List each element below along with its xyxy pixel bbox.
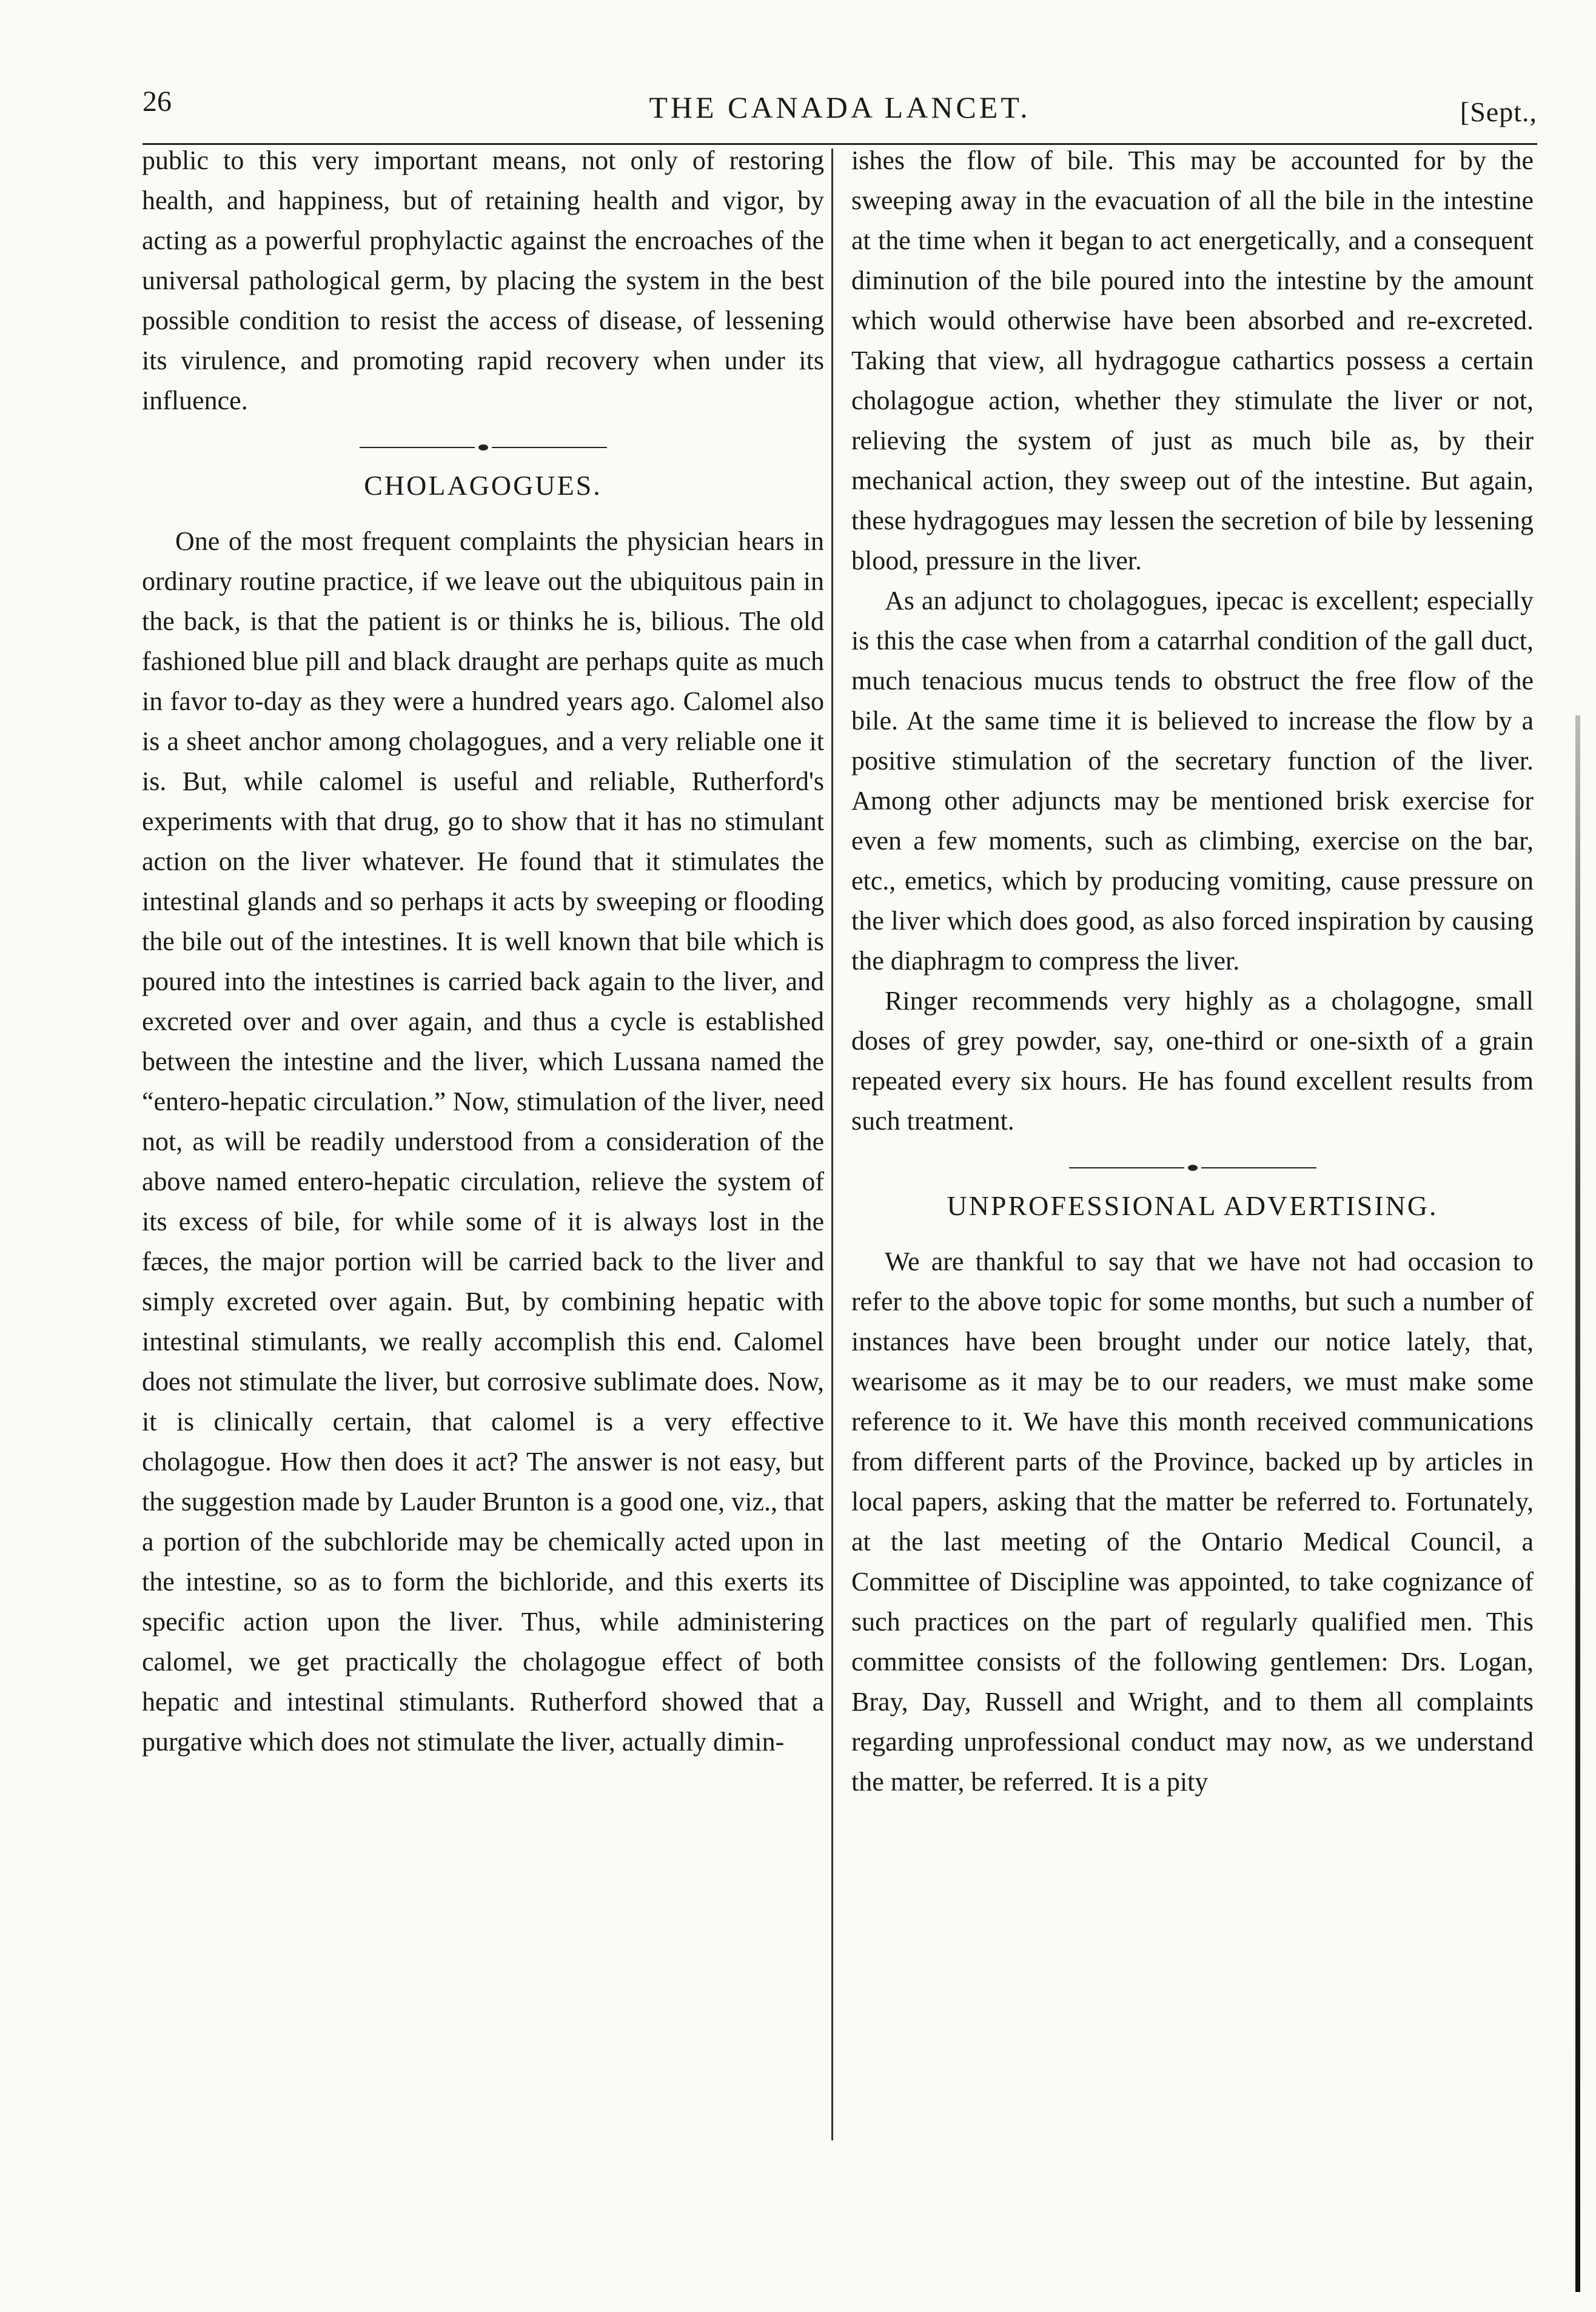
ipecac-paragraph: As an adjunct to cholagogues, ipecac is excellent; especially is this the case when from a catarrhal condition of the gall duct, much tenacious mucus tends to obstruct the free flow of the bile. At the same time it is believed to increase the flow by a positive stimulation of the secretary function of the liver. Among other adjuncts may be mentioned brisk exercise for even a few moments, such as climbing, exercise on the bar, etc., emetics, which by producing vomiting, cause pressure on the liver which does good, as also forced inspiration by causing the diaphragm to compress the liver.: [851, 586, 1534, 976]
book-spine-edge: [1575, 715, 1580, 2292]
separator-ornament: [478, 444, 488, 451]
separator-line: [360, 447, 475, 448]
running-title: THE CANADA LANCET.: [649, 90, 1031, 124]
cholagogues-paragraph: One of the most frequent complaints the physician hears in ordinary routine practice, if we leave out the ubiquitous pain in the back, is that the patient is or thinks he is, bilious. The old fashioned blue pill and black draught are perhaps quite as much in favor to-day as they were a hundred years ago. Calomel also is a sheet anchor among cholagogues, and a very reliable one it is. But, while calomel is useful and reliable, Rutherford's experiments with that drug, go to show that it has no stimulant action on the liver whatever. He found that it stimulates the intestinal glands and so perhaps it acts by sweeping or flooding the bile out of the intestines. It is well known that bile which is poured into the intestines is carried back again to the liver, and excreted over and over again, and thus a cycle is established between the intestine and the liver, which Lussana named the “entero-hepatic circulation.” Now, stimulation of the liver, need not, as will be readily understood from a consideration of the above named entero-hepatic circulation, relieve the system of its excess of bile, for while some of it is always lost in the fæces, the major portion will be carried back to the liver and simply excreted over again. But, by combining hepatic with intestinal stimulants, we really accomplish this end. Calomel does not stimulate the liver, but corrosive sublimate does. Now, it is clinically certain, that calomel is a very effective cholagogue. How then does it act? The answer is not easy, but the suggestion made by Lauder Brunton is a good one, viz., that a portion of the subchloride may be chemically acted upon in the intestine, so as to form the bichloride, and this exerts its specific action upon the liver. Thus, while administering calomel, we get practically the cholagogue effect of both hepatic and intestinal stimulants. Rutherford showed that a purgative which does not stimulate the liver, actually dimin-: [142, 526, 824, 1757]
separator-line: [1069, 1167, 1184, 1168]
separator-line: [492, 447, 607, 448]
left-continuation-paragraph: public to this very important means, not only of restoring health, and happiness, but of retaining health and vigor, by acting as a powerful prophylactic against the encroaches of the universal pathological germ, by placing the system in the best possible condition to resist the access of disease, of lessening its virulence, and promoting rapid recovery when under its influence.: [142, 146, 824, 415]
advertising-paragraph: We are thankful to say that we have not had occasion to refer to the above topic for some months, but such a number of instances have been brought under our notice lately, that, wearisome as it may be to our readers, we must make some reference to it. We have this month received communications from different parts of the Province, backed up by articles in local papers, asking that the matter be referred to. Fortunately, at the last meeting of the Ontario Medical Council, a Committee of Discipline was appointed, to take cognizance of such practices on the part of regularly qualified men. This committee consists of the following gentlemen: Drs. Logan, Bray, Day, Russell and Wright, and to them all complaints regarding unprofessional conduct may now, as we understand the matter, be referred. It is a pity: [851, 1247, 1534, 1797]
unprofessional-advertising-heading: UNPROFESSIONAL ADVERTISING.: [947, 1190, 1438, 1221]
page-number: 26: [142, 85, 172, 118]
page-header: [142, 85, 1537, 133]
section-separator: [142, 435, 824, 460]
right-column: [851, 141, 1534, 1802]
column-divider: [831, 149, 833, 2140]
separator-line: [1201, 1167, 1316, 1168]
right-continuation-paragraph: ishes the flow of bile. This may be accounted for by the sweeping away in the evacuation of all the bile in the intestine at the time when it began to act energetically, and a consequent diminution of the bile poured into the intestine by the amount which would otherwise have been absorbed and re-excreted. Taking that view, all hydragogue cathartics possess a certain cholagogue action, whether they stimulate the liver or not, relieving the system of just as much bile as, by their mechanical action, they sweep out of the intestine. But again, these hydragogues may lessen the secretion of bile by lessening blood, pressure in the liver.: [851, 146, 1534, 575]
separator-ornament: [1188, 1165, 1198, 1171]
issue-month: [Sept.,: [1460, 96, 1537, 127]
ringer-paragraph: Ringer recommends very highly as a cholagogne, small doses of grey powder, say, one-third or one-sixth of a grain repeated every six hours. He has found excellent results from such treatment.: [851, 986, 1534, 1136]
section-separator: [851, 1156, 1534, 1180]
left-column: [142, 141, 824, 1762]
cholagogues-heading: CHOLAGOGUES.: [364, 470, 602, 501]
